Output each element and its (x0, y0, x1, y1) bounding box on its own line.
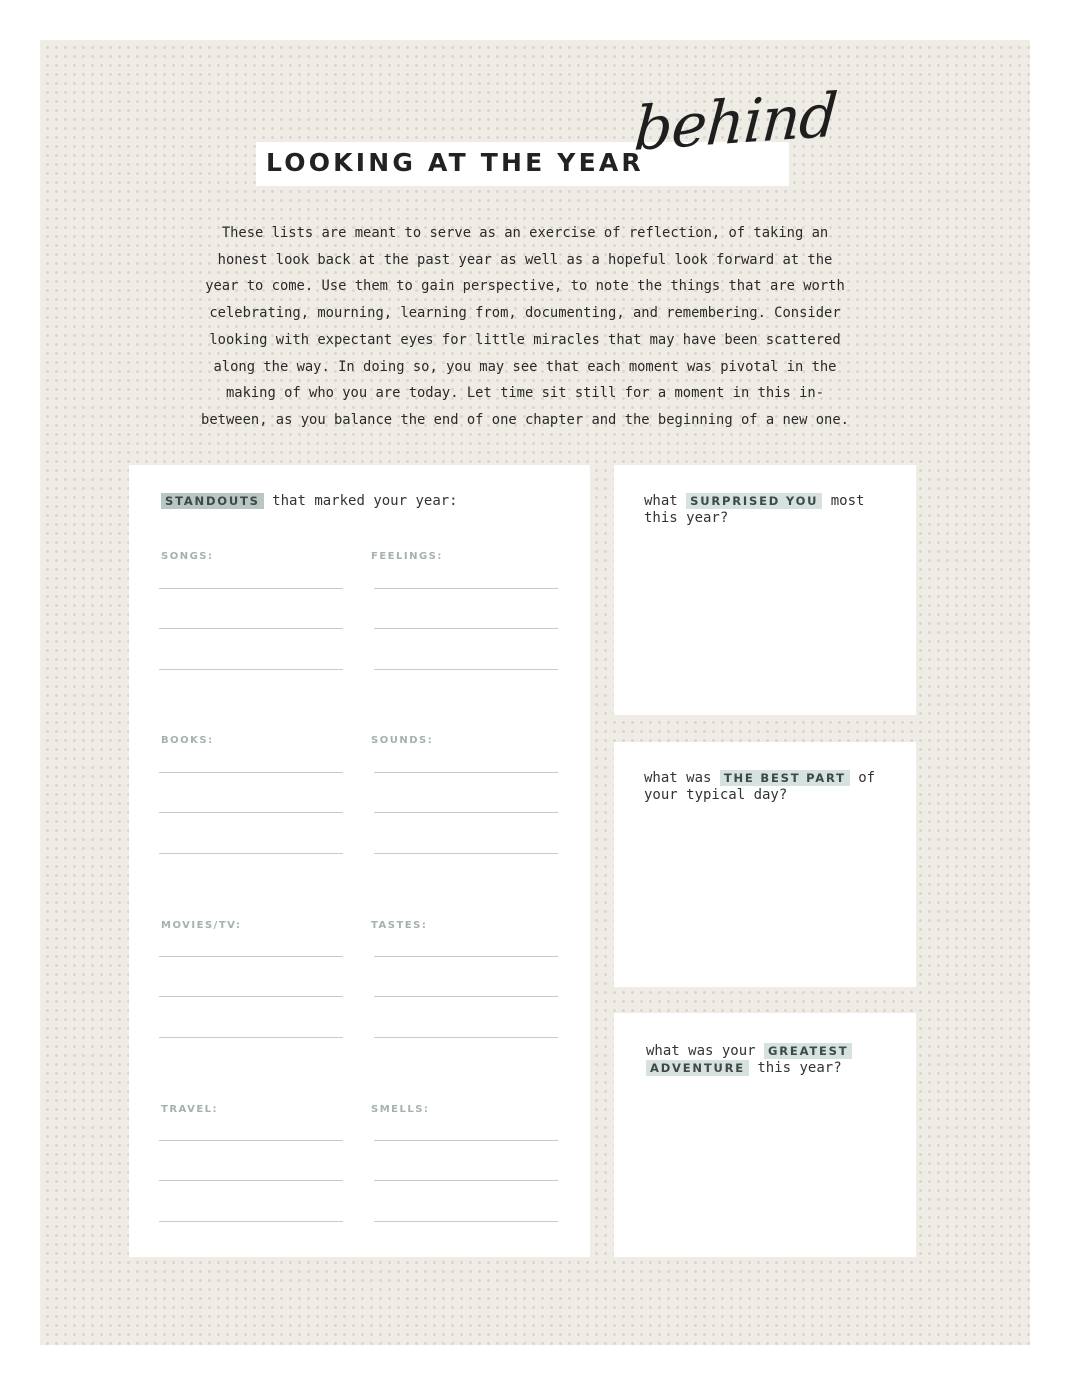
writing-line[interactable] (374, 588, 558, 589)
writing-line[interactable] (159, 628, 343, 629)
category-label-travel: TRAVEL: (161, 1104, 219, 1115)
adventure-card[interactable] (614, 1013, 916, 1257)
writing-line[interactable] (159, 996, 343, 997)
surprised-card[interactable] (614, 465, 916, 715)
prompt-text: what was (644, 770, 720, 786)
standouts-heading (161, 493, 458, 509)
writing-line[interactable] (159, 588, 343, 589)
surprised-highlight: SURPRISED YOU (686, 493, 822, 509)
prompt-text: most (822, 493, 865, 509)
intro-line: year to come. Use them to gain perspective, to note the things that are worth (205, 278, 845, 295)
writing-line[interactable] (159, 853, 343, 854)
intro-paragraph (160, 220, 890, 434)
writing-line[interactable] (374, 1140, 558, 1141)
writing-line[interactable] (159, 812, 343, 813)
writing-line[interactable] (159, 1180, 343, 1181)
adventure-prompt (646, 1043, 896, 1077)
intro-line: between, as you balance the end of one chapter and the beginning of a new one. (201, 411, 849, 428)
writing-line[interactable] (374, 772, 558, 773)
writing-line[interactable] (374, 628, 558, 629)
adventure-highlight-2: ADVENTURE (646, 1060, 749, 1076)
prompt-text: what was your (646, 1043, 765, 1059)
prompt-text: what (644, 493, 687, 509)
prompt-text: this year? (644, 510, 729, 526)
category-label-feelings: FEELINGS: (371, 551, 443, 562)
writing-line[interactable] (159, 956, 343, 957)
category-label-smells: SMELLS: (371, 1104, 430, 1115)
standouts-card (129, 465, 590, 1257)
surprised-prompt (644, 493, 894, 527)
writing-line[interactable] (374, 996, 558, 997)
best-part-card[interactable] (614, 742, 916, 987)
adventure-highlight-1: GREATEST (764, 1043, 852, 1059)
intro-line: These lists are meant to serve as an exercise of reflection, of taking an (221, 225, 829, 241)
writing-line[interactable] (159, 669, 343, 670)
intro-line: celebrating, mourning, learning from, documenting, and remembering. Consider (209, 305, 841, 322)
intro-line: honest look back at the past year as well as a hopeful look forward at the (217, 251, 833, 268)
writing-line[interactable] (374, 812, 558, 813)
intro-line: looking with expectant eyes for little miracles that may have been scattered (209, 331, 841, 348)
writing-line[interactable] (374, 1180, 558, 1181)
writing-line[interactable] (159, 1140, 343, 1141)
title-script-word: behind (632, 80, 840, 165)
prompt-text: your typical day? (644, 787, 788, 803)
category-label-sounds: SOUNDS: (371, 735, 434, 746)
page-title: LOOKING AT THE YEAR (266, 148, 644, 177)
best-part-prompt (644, 770, 894, 804)
best-part-highlight: THE BEST PART (720, 770, 850, 786)
writing-line[interactable] (159, 1037, 343, 1038)
category-label-movies-tv: MOVIES/TV: (161, 920, 242, 931)
writing-line[interactable] (374, 669, 558, 670)
writing-line[interactable] (374, 1037, 558, 1038)
writing-line[interactable] (374, 1221, 558, 1222)
intro-line: along the way. In doing so, you may see that each moment was pivotal in the (213, 358, 837, 375)
prompt-text: this year? (748, 1060, 842, 1076)
writing-line[interactable] (374, 956, 558, 957)
standouts-highlight: STANDOUTS (161, 493, 264, 509)
writing-line[interactable] (159, 772, 343, 773)
prompt-text: of (849, 770, 876, 786)
category-label-tastes: TASTES: (371, 920, 428, 931)
standouts-heading-text: that marked your year: (263, 493, 458, 509)
category-label-songs: SONGS: (161, 551, 214, 562)
intro-line: making of who you are today. Let time sit still for a moment in this in- (225, 385, 825, 402)
category-label-books: BOOKS: (161, 735, 214, 746)
writing-line[interactable] (374, 853, 558, 854)
writing-line[interactable] (159, 1221, 343, 1222)
